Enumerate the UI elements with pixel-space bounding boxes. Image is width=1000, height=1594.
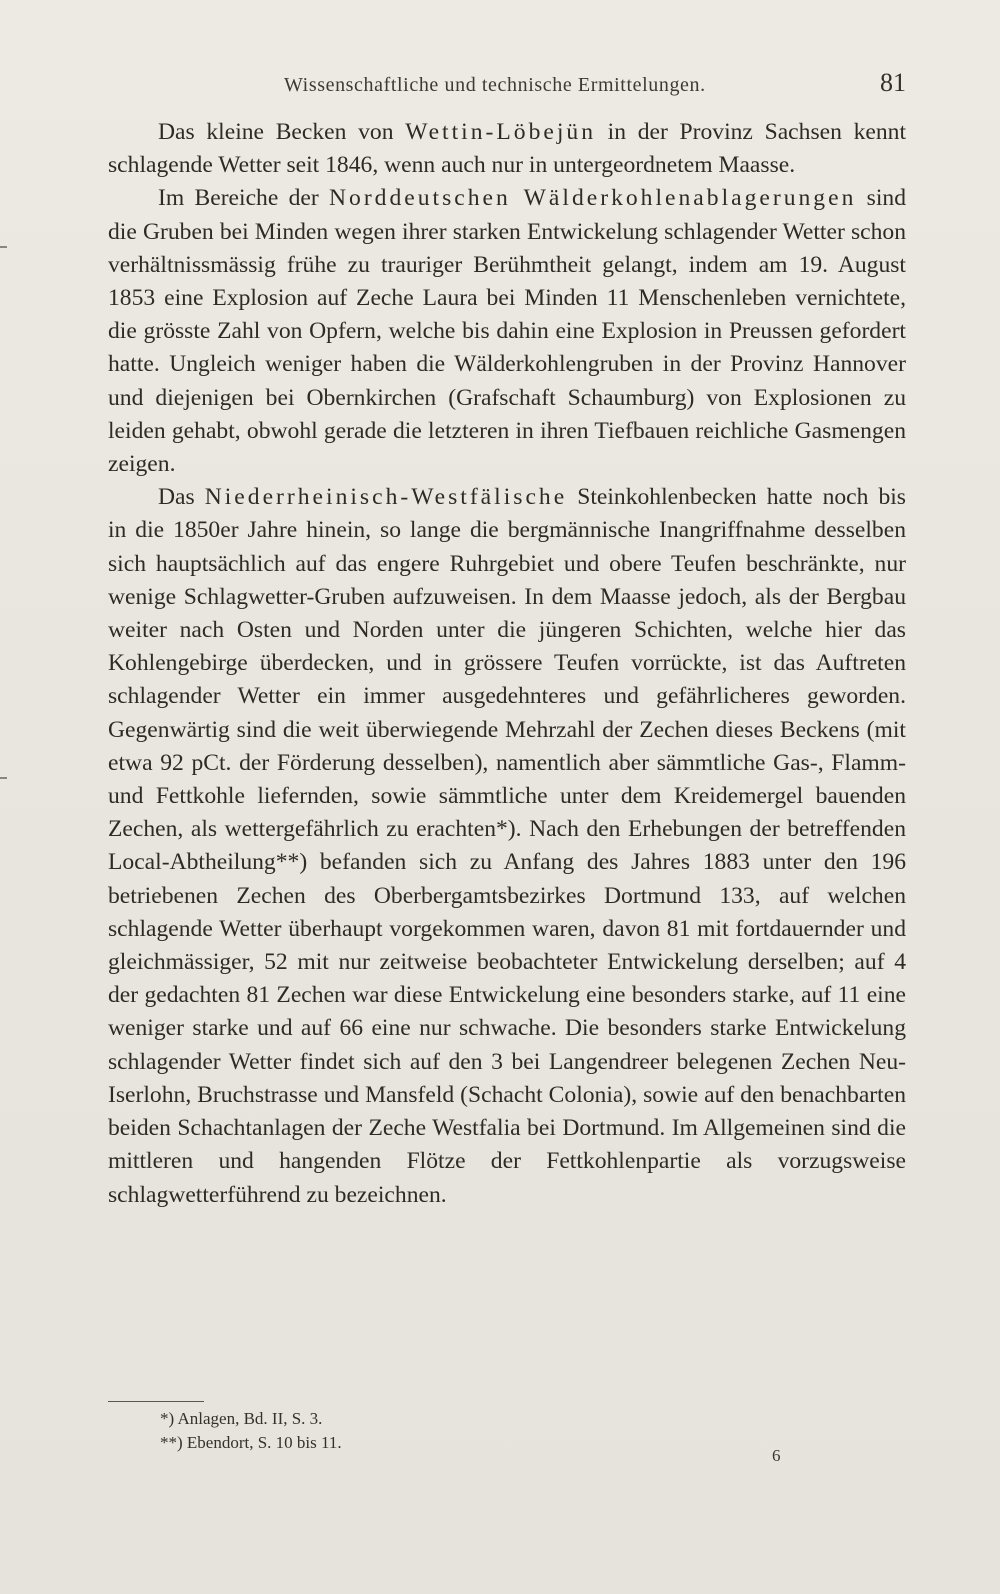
left-edge-mark <box>0 777 7 779</box>
emphasized-name: Wettin-Löbejün <box>405 119 596 145</box>
footnotes <box>160 1407 342 1455</box>
footnote-rule <box>108 1401 204 1402</box>
body-text <box>108 116 906 1212</box>
text-run: Im Bereiche der <box>158 185 329 212</box>
left-edge-mark <box>0 246 7 248</box>
emphasized-name: Niederrheinisch-Westfälische <box>204 484 568 511</box>
footnote: *) Anlagen, Bd. II, S. 3. <box>160 1409 323 1428</box>
emphasized-name: Norddeutschen Wälderkohlenablagerungen <box>328 185 857 212</box>
text-run: Das kleine Becken von <box>158 119 406 145</box>
text-run: in der Provinz Sachsen kennt schlagende Wetter seit 1846, wenn auch nur in untergeordnetem Maasse. <box>108 119 906 179</box>
signature-mark: 6 <box>772 1446 781 1465</box>
paragraph <box>108 116 906 182</box>
footnote: **) Ebendort, S. 10 bis 11. <box>160 1433 342 1452</box>
paragraph <box>108 182 906 481</box>
text-run: Steinkohlenbecken hatte noch bis in die 1850er Jahre hinein, so lange die bergmännische Inangriffnahme desselben sich hauptsächlich auf das engere Ruhrgebiet und obere Teufen beschränkte, nur wenige Schlagwetter-Gruben aufzuweisen. In dem Maasse jedoch, als der Bergbau weiter nach Osten und Norden unter die jüngeren Schichten, welche hier das Kohlengebirge überdecken, und in grössere Teufen vorrückte, ist das Auftreten schlagender Wetter ein immer ausgedehnteres und gefährlicheres geworden. Gegenwärtig sind die weit überwiegende Mehrzahl der Zechen dieses Beckens (mit etwa 92 pCt. der Förderung desselben), namentlich aber sämmtliche Gas-, Flamm- und Fettkohle liefernden, sowie sämmtliche unter dem Kreidemergel bauenden Zechen, als wettergefährlich zu erachten*). Nach den Erhebungen der betreffenden Local-Abtheilung**) befanden sich zu Anfang des Jahres 1883 unter den 196 betriebenen Zechen des Oberbergamtsbezirkes Dortmund 133, auf welchen schlagende Wetter überhaupt vorgekommen waren, davon 81 mit fortdauernder und gleichmässiger, 52 mit nur zeitweise beobachteter Entwickelung derselben; auf 4 der gedachten 81 Zechen war diese Entwickelung eine besonders starke, auf 11 eine weniger starke und auf 66 eine nur schwache. Die besonders starke Entwickelung schlagender Wetter findet sich auf den 3 bei Langendreer belegenen Zechen Neu-Iserlohn, Bruchstrasse und Mansfeld (Schacht Colonia), sowie auf den benachbarten beiden Schachtanlagen der Zeche Westfalia bei Dortmund. Im Allgemeinen sind die mittleren und hangenden Flötze der Fettkohlenpartie als vorzugsweise schlagwetterführend zu bezeichnen. <box>108 484 906 1208</box>
running-head <box>108 68 906 108</box>
text-run: sind die Gruben bei Minden wegen ihrer starken Entwickelung schlagender Wetter schon verhältnissmässig frühe zu trauriger Berühmtheit gelangt, indem am 19. August 1853 eine Explosion auf Zeche Laura bei Minden 11 Menschenleben vernichtete, die grösste Zahl von Opfern, welche bis dahin eine Explosion in Preussen gefordert hatte. Ungleich weniger haben die Wälderkohlengruben in der Provinz Hannover und diejenigen bei Obernkirchen (Grafschaft Schaumburg) von Explosionen zu leiden gehabt, obwohl gerade die letzteren in ihren Tiefbauen reichliche Gasmengen zeigen. <box>108 185 906 478</box>
page-number: 81 <box>880 68 906 97</box>
paragraph <box>108 481 906 1211</box>
running-title: Wissenschaftliche und technische Ermittelungen. <box>284 74 706 96</box>
text-run: Das <box>158 484 205 511</box>
